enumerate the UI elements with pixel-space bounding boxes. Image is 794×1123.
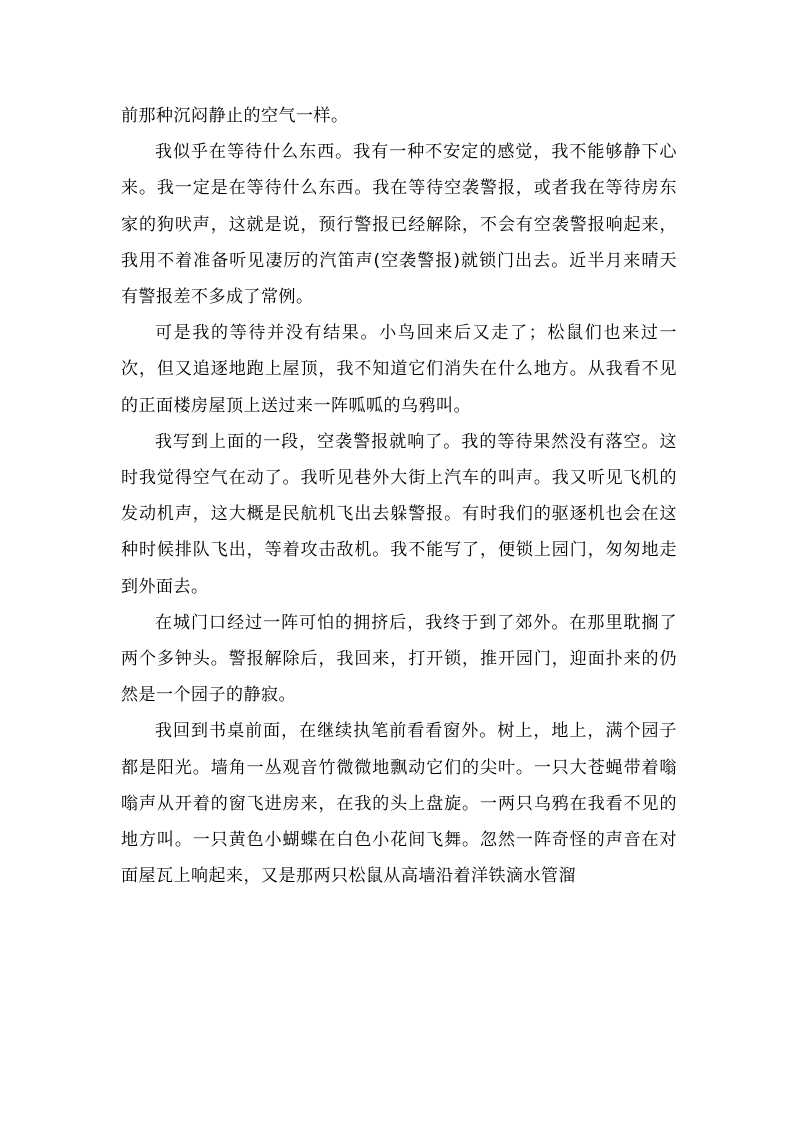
paragraph-air-raid: 我写到上面的一段，空袭警报就响了。我的等待果然没有落空。这时我觉得空气在动了。我听见巷外大街上汽车的叫声。我又听见飞机的发动机声，这大概是民航机飞出去躲警报。有时我们的驱逐机也会在这种时候排队飞出，等着攻击敌机。我不能写了，便锁上园门，匆匆地走到外面去。 — [121, 431, 677, 597]
paragraph-continuation: 前那种沉闷静止的空气一样。 — [121, 106, 349, 126]
paragraph-suburbs: 在城门口经过一阵可怕的拥挤后，我终于到了郊外。在那里耽搁了两个多钟头。警报解除后，我回来，打开锁，推开园门，迎面扑来的仍然是一个园子的静寂。 — [121, 612, 677, 706]
essay-text — [121, 98, 677, 894]
paragraph-no-result: 可是我的等待并没有结果。小鸟回来后又走了；松鼠们也来过一次，但又追逐地跑上屋顶，我不知道它们消失在什么地方。从我看不见的正面楼房屋顶上送过来一阵呱呱的乌鸦叫。 — [121, 323, 677, 416]
paragraph-waiting: 我似乎在等待什么东西。我有一种不安定的感觉，我不能够静下心来。我一定是在等待什么东西。我在等待空袭警报，或者我在等待房东家的狗吠声，这就是说，预行警报已经解除，不会有空袭警报响起来，我用不着准备听见凄厉的汽笛声(空袭警报)就锁门出去。近半月来晴天有警报差不多成了常例。 — [121, 142, 677, 308]
paragraph-back-at-desk: 我回到书桌前面，在继续执笔前看看窗外。树上，地上，满个园子都是阳光。墙角一丛观音竹微微地飘动它们的尖叶。一只大苍蝇带着嗡嗡声从开着的窗飞进房来，在我的头上盘旋。一两只乌鸦在我看不见的地方叫。一只黄色小蝴蝶在白色小花间飞舞。忽然一阵奇怪的声音在对面屋瓦上响起来，又是那两只松鼠从高墙沿着洋铁滴水管溜 — [121, 721, 677, 887]
